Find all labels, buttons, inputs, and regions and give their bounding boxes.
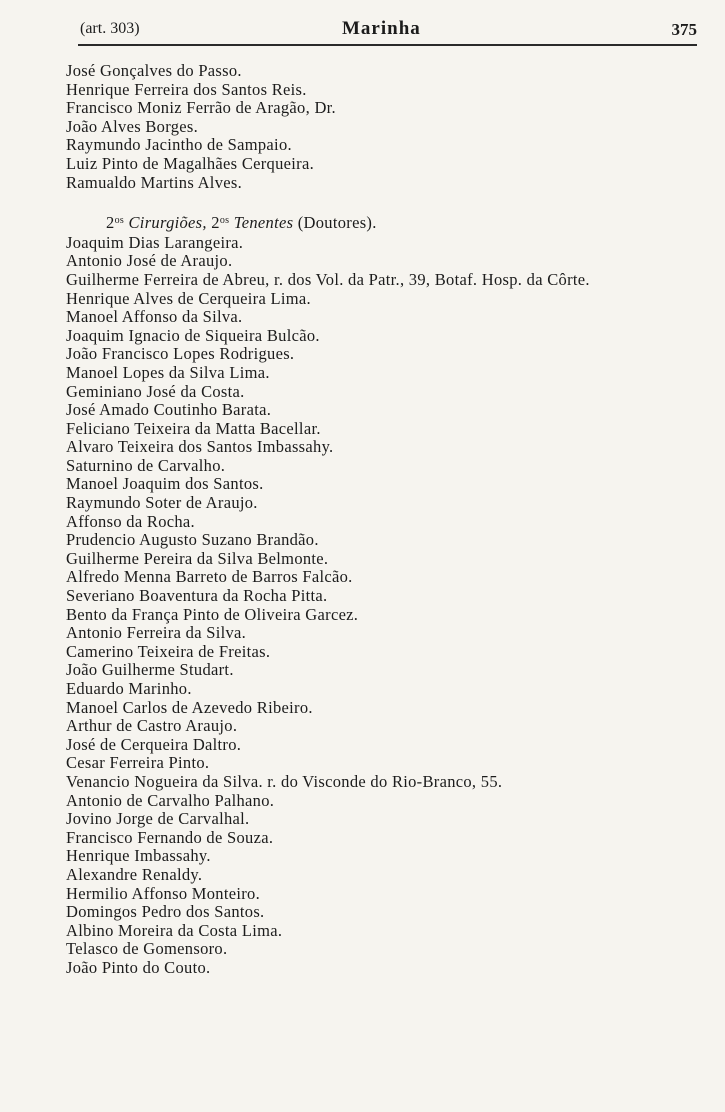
page-number: 375 <box>671 20 697 39</box>
list-item: Venancio Nogueira da Silva. r. do Visconde do Rio-Branco, 55. <box>66 771 503 791</box>
list-item: Raymundo Jacintho de Sampaio. <box>66 135 292 155</box>
second-group <box>66 234 706 978</box>
list-item: Francisco Moniz Ferrão de Aragão, Dr. <box>66 98 336 118</box>
list-item: Bento da França Pinto de Oliveira Garcez. <box>66 604 359 624</box>
page-header <box>70 18 697 44</box>
list-item: Alvaro Teixeira dos Santos Imbassahy. <box>66 437 334 457</box>
list-item: Henrique Imbassahy. <box>66 846 211 866</box>
list-item: Domingos Pedro dos Santos. <box>66 902 265 922</box>
heading-number-2: 2 <box>211 213 220 233</box>
list-item: Jovino Jorge de Carvalhal. <box>66 809 250 829</box>
list-item: Guilherme Ferreira de Abreu, r. dos Vol. da Patr., 39, Botaf. Hosp. da Côrte. <box>66 269 590 289</box>
list-item: Antonio de Carvalho Palhano. <box>66 790 275 810</box>
list-item: Saturnino de Carvalho. <box>66 455 226 475</box>
list-item: Camerino Teixeira de Freitas. <box>66 641 271 661</box>
list-item: João Pinto do Couto. <box>66 957 211 977</box>
list-item: Eduardo Marinho. <box>66 679 192 698</box>
list-item: Prudencio Augusto Suzano Brandão. <box>66 530 319 550</box>
section-heading <box>106 212 706 233</box>
heading-title-1: Cirurgiões, <box>128 213 207 233</box>
list-item: Luiz Pinto de Magalhães Cerqueira. <box>66 153 314 173</box>
list-item: Alfredo Menna Barreto de Barros Falcão. <box>66 567 353 587</box>
list-item: Henrique Alves de Cerqueira Lima. <box>66 288 311 308</box>
list-item: Geminiano José da Costa. <box>66 381 245 401</box>
list-item: João Francisco Lopes Rodrigues. <box>66 344 295 364</box>
list-item: José de Cerqueira Daltro. <box>66 734 242 754</box>
list-item: Henrique Ferreira dos Santos Reis. <box>66 79 307 99</box>
list-item: Cesar Ferreira Pinto. <box>66 753 210 773</box>
list-item: João Alves Borges. <box>66 116 199 136</box>
header-rule <box>78 44 697 46</box>
list-item: Ramualdo Martins Alves. <box>66 172 243 192</box>
running-title: Marinha <box>342 18 421 39</box>
list-item: José Amado Coutinho Barata. <box>66 400 272 420</box>
name-list <box>66 62 706 978</box>
list-item: Manoel Lopes da Silva Lima. <box>66 362 270 382</box>
list-item: Manoel Affonso da Silva. <box>66 307 243 327</box>
list-item: Arthur de Castro Araujo. <box>66 716 238 736</box>
list-item: Raymundo Soter de Araujo. <box>66 493 258 513</box>
list-item: Manoel Carlos de Azevedo Ribeiro. <box>66 697 313 717</box>
list-item: Feliciano Teixeira da Matta Bacellar. <box>66 418 321 438</box>
list-item: Francisco Fernando de Souza. <box>66 827 274 847</box>
list-item: José Gonçalves do Passo. <box>66 61 242 80</box>
list-item: Severiano Boaventura da Rocha Pitta. <box>66 586 328 606</box>
list-item: Hermilio Affonso Monteiro. <box>66 883 261 903</box>
heading-superscript-1: os <box>114 215 125 227</box>
list-item: João Guilherme Studart. <box>66 660 234 680</box>
heading-suffix: (Doutores). <box>297 213 377 233</box>
list-item: Affonso da Rocha. <box>66 511 195 531</box>
heading-superscript-2: os <box>219 215 230 227</box>
list-item: Telasco de Gomensoro. <box>66 939 228 959</box>
list-item: Guilherme Pereira da Silva Belmonte. <box>66 548 329 568</box>
first-group <box>66 62 706 192</box>
list-item: Albino Moreira da Costa Lima. <box>66 920 283 940</box>
heading-number-1: 2 <box>106 213 115 233</box>
list-item: Antonio Ferreira da Silva. <box>66 623 247 643</box>
list-item: Joaquim Ignacio de Siqueira Bulcão. <box>66 325 320 345</box>
list-item: Alexandre Renaldy. <box>66 864 203 884</box>
heading-title-2: Tenentes <box>233 213 294 233</box>
list-item: Joaquim Dias Larangeira. <box>66 232 244 252</box>
list-item: Manoel Joaquim dos Santos. <box>66 474 264 494</box>
article-reference: (art. 303) <box>80 20 140 37</box>
list-item: Antonio José de Araujo. <box>66 251 233 271</box>
